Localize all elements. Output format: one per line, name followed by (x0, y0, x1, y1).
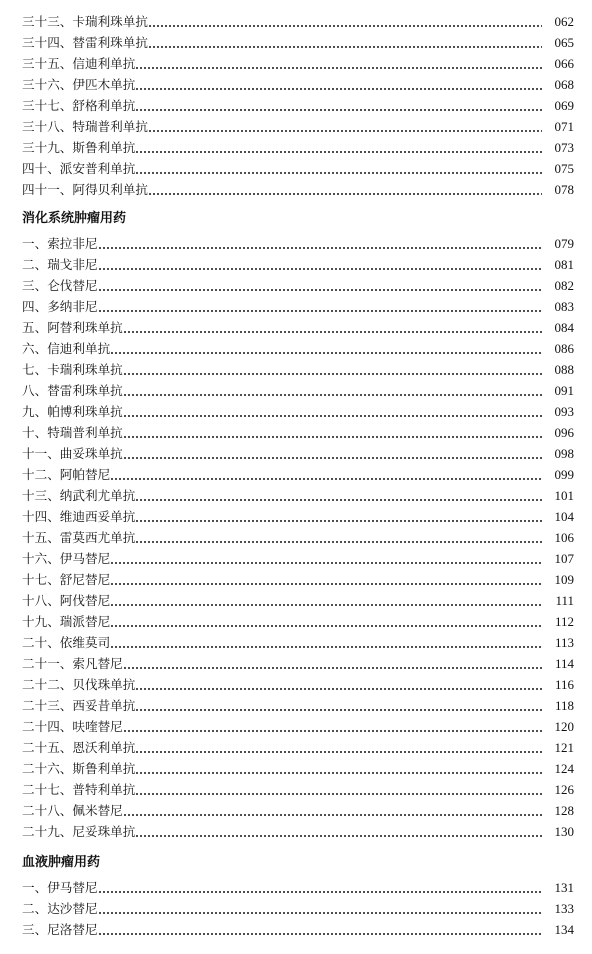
toc-entry[interactable] (0, 527, 592, 548)
toc-entry-page-number: 068 (554, 77, 574, 92)
toc-entry-page-number: 065 (554, 35, 574, 50)
toc-entry[interactable] (0, 233, 592, 254)
toc-entry-page-number: 134 (554, 922, 574, 937)
section-heading-blood: 血液肿瘤用药 (22, 855, 101, 870)
toc-entry[interactable] (0, 632, 592, 653)
dot-leader (98, 898, 542, 919)
toc-entry[interactable] (0, 653, 592, 674)
toc-entry[interactable] (0, 95, 592, 116)
dot-leader (135, 737, 542, 758)
toc-entry-title: 十五、雷莫西尤单抗 (22, 530, 136, 545)
toc-entry-page-number: 107 (554, 551, 574, 566)
toc-entry-page-number: 079 (554, 236, 574, 251)
toc-entry-page-number: 071 (554, 119, 574, 134)
dot-leader (110, 464, 542, 485)
toc-entry-title: 一、伊马替尼 (22, 880, 98, 895)
dot-leader (110, 338, 542, 359)
toc-entry[interactable] (0, 821, 592, 842)
toc-entry-title: 十三、纳武利尤单抗 (22, 488, 136, 503)
dot-leader (123, 653, 542, 674)
dot-leader (148, 32, 542, 53)
toc-entry-page-number: 128 (554, 803, 574, 818)
dot-leader (98, 275, 542, 296)
toc-entry-page-number: 133 (554, 901, 574, 916)
toc-entry-title: 三十三、卡瑞利珠单抗 (22, 14, 148, 29)
dot-leader (135, 527, 542, 548)
toc-entry-title: 三十七、舒格利单抗 (22, 98, 136, 113)
toc-entry[interactable] (0, 275, 592, 296)
toc-entry[interactable] (0, 158, 592, 179)
dot-leader (110, 569, 542, 590)
toc-entry[interactable] (0, 611, 592, 632)
toc-entry[interactable] (0, 254, 592, 275)
toc-entry-page-number: 116 (554, 677, 574, 692)
toc-entry-page-number: 131 (554, 880, 574, 895)
toc-entry[interactable] (0, 11, 592, 32)
toc-entry[interactable] (0, 296, 592, 317)
toc-entry-title: 八、替雷利珠单抗 (22, 383, 123, 398)
toc-entry-title: 一、索拉非尼 (22, 236, 98, 251)
dot-leader (135, 74, 542, 95)
toc-entry-page-number: 081 (554, 257, 574, 272)
toc-entry-title: 七、卡瑞利珠单抗 (22, 362, 123, 377)
toc-entry-page-number: 093 (554, 404, 574, 419)
toc-entry-page-number: 075 (554, 161, 574, 176)
toc-entry[interactable] (0, 422, 592, 443)
toc-entry[interactable] (0, 338, 592, 359)
dot-leader (135, 158, 542, 179)
dot-leader (135, 53, 542, 74)
dot-leader (135, 485, 542, 506)
toc-entry[interactable] (0, 359, 592, 380)
dot-leader (110, 548, 542, 569)
toc-entry[interactable] (0, 919, 592, 940)
toc-entry[interactable] (0, 674, 592, 695)
dot-leader (135, 674, 542, 695)
dot-leader (123, 422, 542, 443)
toc-entry-page-number: 084 (554, 320, 574, 335)
toc-entry-page-number: 112 (554, 614, 574, 629)
toc-entry-page-number: 066 (554, 56, 574, 71)
toc-entry[interactable] (0, 737, 592, 758)
toc-entry-title: 二十一、索凡替尼 (22, 656, 123, 671)
dot-leader (148, 179, 542, 200)
toc-entry-title: 十、特瑞普利单抗 (22, 425, 123, 440)
toc-entry[interactable] (0, 877, 592, 898)
toc-entry-title: 二十八、佩米替尼 (22, 803, 123, 818)
toc-entry-page-number: 130 (554, 824, 574, 839)
dot-leader (123, 380, 542, 401)
toc-entry-title: 十七、舒尼替尼 (22, 572, 111, 587)
dot-leader (110, 590, 542, 611)
toc-entry[interactable] (0, 74, 592, 95)
dot-leader (135, 137, 542, 158)
toc-entry[interactable] (0, 485, 592, 506)
toc-entry-title: 四十一、阿得贝利单抗 (22, 182, 148, 197)
toc-entry[interactable] (0, 464, 592, 485)
toc-entry-title: 二十、依维莫司 (22, 635, 111, 650)
dot-leader (98, 296, 542, 317)
dot-leader (135, 695, 542, 716)
dot-leader (135, 758, 542, 779)
toc-entry-page-number: 109 (554, 572, 574, 587)
toc-entry-title: 二十二、贝伐珠单抗 (22, 677, 136, 692)
toc-entry-page-number: 104 (554, 509, 574, 524)
toc-entry-title: 二、达沙替尼 (22, 901, 98, 916)
toc-entry-title: 十一、曲妥珠单抗 (22, 446, 123, 461)
dot-leader (135, 506, 542, 527)
dot-leader (135, 821, 542, 842)
toc-entry-title: 二十九、尼妥珠单抗 (22, 824, 136, 839)
toc-entry[interactable] (0, 401, 592, 422)
toc-section-prev (0, 11, 592, 200)
dot-leader (98, 919, 542, 940)
toc-entry[interactable] (0, 317, 592, 338)
dot-leader (123, 800, 542, 821)
toc-entry-page-number: 091 (554, 383, 574, 398)
toc-entry-title: 十二、阿帕替尼 (22, 467, 111, 482)
toc-entry[interactable] (0, 569, 592, 590)
dot-leader (98, 254, 542, 275)
toc-entry-title: 三十四、替雷利珠单抗 (22, 35, 148, 50)
dot-leader (110, 611, 542, 632)
toc-entry-page-number: 099 (554, 467, 574, 482)
toc-entry[interactable] (0, 380, 592, 401)
toc-entry-title: 三十八、特瑞普利单抗 (22, 119, 148, 134)
toc-entry[interactable] (0, 898, 592, 919)
toc-entry[interactable] (0, 32, 592, 53)
toc-entry-page-number: 069 (554, 98, 574, 113)
toc-entry-title: 四十、派安普利单抗 (22, 161, 136, 176)
toc-entry[interactable] (0, 116, 592, 137)
toc-entry-page-number: 083 (554, 299, 574, 314)
toc-entry-title: 二十七、普特利单抗 (22, 782, 136, 797)
toc-entry-title: 十四、维迪西妥单抗 (22, 509, 136, 524)
toc-entry-page-number: 098 (554, 446, 574, 461)
toc-entry-page-number: 114 (554, 656, 574, 671)
dot-leader (98, 877, 542, 898)
toc-entry-title: 二十六、斯鲁利单抗 (22, 761, 136, 776)
toc-section-blood (0, 877, 592, 940)
toc-entry-page-number: 062 (554, 14, 574, 29)
toc-entry-title: 二十四、呋喹替尼 (22, 719, 123, 734)
toc-entry[interactable] (0, 179, 592, 200)
dot-leader (148, 116, 542, 137)
dot-leader (123, 317, 542, 338)
toc-entry-page-number: 113 (554, 635, 574, 650)
dot-leader (123, 401, 542, 422)
toc-entry-page-number: 126 (554, 782, 574, 797)
toc-entry-page-number: 082 (554, 278, 574, 293)
dot-leader (148, 11, 542, 32)
dot-leader (123, 443, 542, 464)
section-heading-digestive: 消化系统肿瘤用药 (22, 211, 127, 226)
toc-entry-page-number: 096 (554, 425, 574, 440)
toc-entry-title: 三、尼洛替尼 (22, 922, 98, 937)
toc-entry[interactable] (0, 800, 592, 821)
toc-entry-page-number: 106 (554, 530, 574, 545)
toc-entry-title: 三十九、斯鲁利单抗 (22, 140, 136, 155)
toc-entry[interactable] (0, 716, 592, 737)
toc-entry-page-number: 118 (554, 698, 574, 713)
dot-leader (123, 359, 542, 380)
toc-entry-title: 十九、瑞派替尼 (22, 614, 111, 629)
toc-entry-page-number: 120 (554, 719, 574, 734)
toc-entry[interactable] (0, 590, 592, 611)
toc-entry-title: 九、帕博利珠单抗 (22, 404, 123, 419)
dot-leader (123, 716, 542, 737)
dot-leader (135, 95, 542, 116)
toc-section-digestive (0, 233, 592, 842)
toc-entry-title: 三十五、信迪利单抗 (22, 56, 136, 71)
toc-entry-title: 十八、阿伐替尼 (22, 593, 111, 608)
toc-entry[interactable] (0, 779, 592, 800)
toc-entry[interactable] (0, 443, 592, 464)
toc-entry-title: 二十三、西妥昔单抗 (22, 698, 136, 713)
toc-entry-page-number: 088 (554, 362, 574, 377)
toc-entry[interactable] (0, 137, 592, 158)
toc-entry-title: 五、阿替利珠单抗 (22, 320, 123, 335)
toc-entry-page-number: 073 (554, 140, 574, 155)
toc-entry[interactable] (0, 695, 592, 716)
toc-entry[interactable] (0, 53, 592, 74)
toc-entry-page-number: 078 (554, 182, 574, 197)
toc-entry-title: 六、信迪利单抗 (22, 341, 111, 356)
toc-entry-title: 二、瑞戈非尼 (22, 257, 98, 272)
toc-entry[interactable] (0, 506, 592, 527)
toc-entry-title: 二十五、恩沃利单抗 (22, 740, 136, 755)
toc-entry-title: 三十六、伊匹木单抗 (22, 77, 136, 92)
toc-entry-title: 三、仑伐替尼 (22, 278, 98, 293)
toc-entry-page-number: 121 (554, 740, 574, 755)
dot-leader (110, 632, 542, 653)
toc-entry-title: 四、多纳非尼 (22, 299, 98, 314)
toc-entry-page-number: 111 (555, 593, 574, 608)
toc-entry-page-number: 124 (554, 761, 574, 776)
toc-entry[interactable] (0, 548, 592, 569)
toc-entry-title: 十六、伊马替尼 (22, 551, 111, 566)
toc-entry-page-number: 101 (554, 488, 574, 503)
toc-entry[interactable] (0, 758, 592, 779)
dot-leader (98, 233, 542, 254)
dot-leader (135, 779, 542, 800)
toc-entry-page-number: 086 (554, 341, 574, 356)
